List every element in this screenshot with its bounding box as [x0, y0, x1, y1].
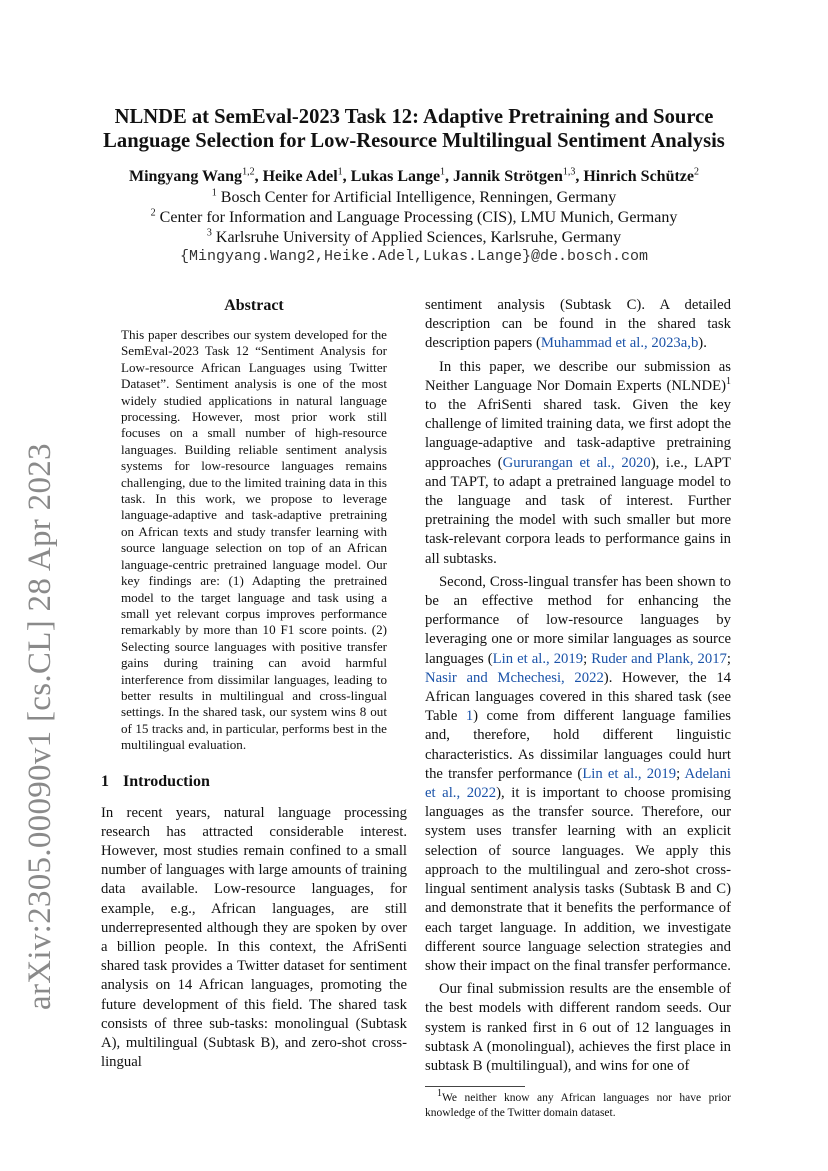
arxiv-identifier: arXiv:2305.00090v1 [cs.CL] 28 Apr 2023: [22, 443, 58, 1010]
affiliation: [80, 208, 748, 228]
left-column: [101, 296, 407, 1072]
footnote-number: 1: [437, 1088, 442, 1100]
citation-link[interactable]: Lin et al., 2019: [582, 765, 677, 782]
author-affil-mark: 1,3: [562, 166, 576, 178]
intro-paragraph-2: [425, 296, 731, 354]
author-name: Mingyang Wang: [128, 168, 243, 185]
author-affil-mark: 1: [337, 166, 343, 178]
footnote-text: We neither know any African languages nor have prior knowledge of the Twitter domain dataset.: [425, 1092, 731, 1120]
paragraph-text: ).: [698, 335, 707, 352]
citation-separator: ;: [726, 650, 731, 667]
paragraph-text: to the AfriSenti shared task. Given the key challenge of limited training data, we first adopt the language-adaptive and task-adaptive pretraining approaches (: [425, 397, 731, 471]
paragraph-text: ), i.e., LAPT and TAPT, to adapt a pretrained language model to the language and task of interest. Further pretraining the model with such smaller but more task-relevant corpora leads to performance gains in all subtasks.: [425, 454, 732, 567]
affiliation-text: Center for Information and Language Processing (CIS), LMU Munich, Germany: [159, 209, 678, 226]
citation-link[interactable]: Adelani et al., 2022: [425, 765, 731, 802]
citation-link[interactable]: Lin et al., 2019: [492, 650, 584, 667]
title-line-1: NLNDE at SemEval-2023 Task 12: Adaptive Pretraining and Source: [114, 106, 714, 128]
paragraph-text: ) come from different language families and, therefore, hold different linguistic characteristics. As dissimilar languages could hurt the transfer performance (: [425, 708, 731, 782]
table-reference-link[interactable]: 1: [465, 708, 474, 725]
affiliation-mark: 3: [206, 227, 212, 239]
footnote-divider: [425, 1086, 525, 1087]
intro-paragraph-4: [425, 573, 731, 976]
author-name: Jannik Strötgen: [453, 168, 563, 185]
paragraph-text: Second, Cross-lingual transfer has been shown to be an effective method for enhancing the performance of low-resource languages by leveraging one or more similar languages as source languages (: [425, 573, 731, 667]
affiliation: [80, 188, 748, 208]
affiliation-mark: 2: [150, 207, 156, 219]
author-affil-mark: 1: [440, 166, 446, 178]
right-column: [425, 296, 731, 1121]
intro-paragraph-1: In recent years, natural language processing research has attracted considerable interest. However, most studies remain confined to a small number of languages with large amounts of training data available. Low-resource languages, for example, e.g., African languages, are still underrepresented although they are spoken by over a billion people. In this context, the AfriSenti shared task provides a Twitter dataset for sentiment analysis on 14 African languages, promoting the future development of this field. The shared task consists of three sub-tasks: monolingual (Subtask A), multilingual (Subtask B), and zero-shot cross-lingual: [101, 804, 407, 1071]
section-title: Introduction: [123, 772, 210, 790]
paragraph-text: ), it is important to choose promising languages as the transfer source. Therefore, our system uses transfer learning with an explicit selection of source languages. We apply this approach to the multilingual and zero-shot cross-lingual sentiment analysis tasks (Subtask B and C) and demonstrate that it benefits the performance of each target language. In addition, we investigate different source language selection strategies and show their impact on the final transfer performance.: [425, 785, 732, 974]
paper-title: [80, 105, 748, 153]
citation-separator: ;: [676, 765, 685, 782]
abstract-text: This paper describes our system developed for the SemEval-2023 Task 12 “Sentiment Analysis for Low-resource African Languages using Twitter Dataset”. Sentiment analysis is one of the most widely studied applications in natural language processing. However, most prior work still focuses on a small number of high-resource languages. Building reliable sentiment analysis systems for low-resource languages remains challenging, due to the limited training data in this task. In this work, we propose to leverage language-adaptive and task-adaptive pretraining on African texts and study transfer learning with source language selection on top of an African language-centric pretrained language model. Our key findings are: (1) Adapting the pretrained model to the target language and task using a small yet relevant corpus improves performance remarkably by more than 10 F1 score points. (2) Selecting source languages with positive transfer gains during training can avoid harmful interference from dissimilar languages, leading to better results in multilingual and cross-lingual settings. In the shared task, our system wins 8 out of 15 tracks and, in particular, performs best in the multilingual evaluation.: [121, 327, 387, 753]
author-name: Heike Adel: [262, 168, 338, 185]
contact-email: {Mingyang.Wang2,Heike.Adel,Lukas.Lange}@de.bosch.com: [179, 248, 649, 265]
citation-link[interactable]: Ruder and Plank, 2017: [591, 650, 727, 667]
intro-paragraph-5: Our final submission results are the ensemble of the best models with different random seeds. Our system is ranked first in 6 out of 12 languages in subtask A (monolingual), achieves the first place in subtask B (multilingual), and wins for one of: [425, 981, 731, 1074]
citation-link[interactable]: Nasir and Mchechesi, 2022: [425, 669, 604, 686]
citation-link[interactable]: Gururangan et al., 2020: [502, 454, 651, 471]
author-affil-mark: 2: [694, 166, 700, 178]
affiliation: [80, 228, 748, 248]
abstract-heading: Abstract: [224, 297, 284, 314]
title-line-2: Language Selection for Low-Resource Multilingual Sentiment Analysis: [103, 130, 725, 152]
section-number: 1: [101, 772, 109, 790]
paragraph-text: ). However, the 14 African languages covered in this shared task (see Table: [425, 669, 732, 725]
intro-paragraph-3: [425, 358, 731, 569]
paragraph-text: sentiment analysis (Subtask C). A detailed description can be found in the shared task description papers (: [425, 297, 731, 352]
author-affil-mark: 1,2: [242, 166, 255, 178]
affiliation-text: Karlsruhe University of Applied Sciences, Karlsruhe, Germany: [215, 229, 622, 246]
author-name: Lukas Lange: [350, 168, 441, 185]
section-heading-introduction: [101, 772, 407, 792]
paragraph-text: In this paper, we describe our submission as Neither Language Nor Domain Experts (NLNDE): [425, 358, 731, 394]
citation-separator: ;: [583, 650, 592, 667]
footnote: [425, 1088, 731, 1121]
affiliation-text: Bosch Center for Artificial Intelligence, Renningen, Germany: [220, 189, 617, 206]
author-list: Mingyang Wang$^{1,2}$, Heike Adel$^1$, Lukas Lange$^1$, Jannik Strötgen$^{1,3}$, Hinrich Schütze$^2$: [128, 166, 700, 185]
author-name: Hinrich Schütze: [583, 168, 695, 185]
footnote-mark[interactable]: 1: [726, 375, 731, 387]
affiliation-mark: 1: [211, 187, 217, 199]
citation-link[interactable]: Muhammad et al., 2023a,b: [540, 335, 699, 352]
